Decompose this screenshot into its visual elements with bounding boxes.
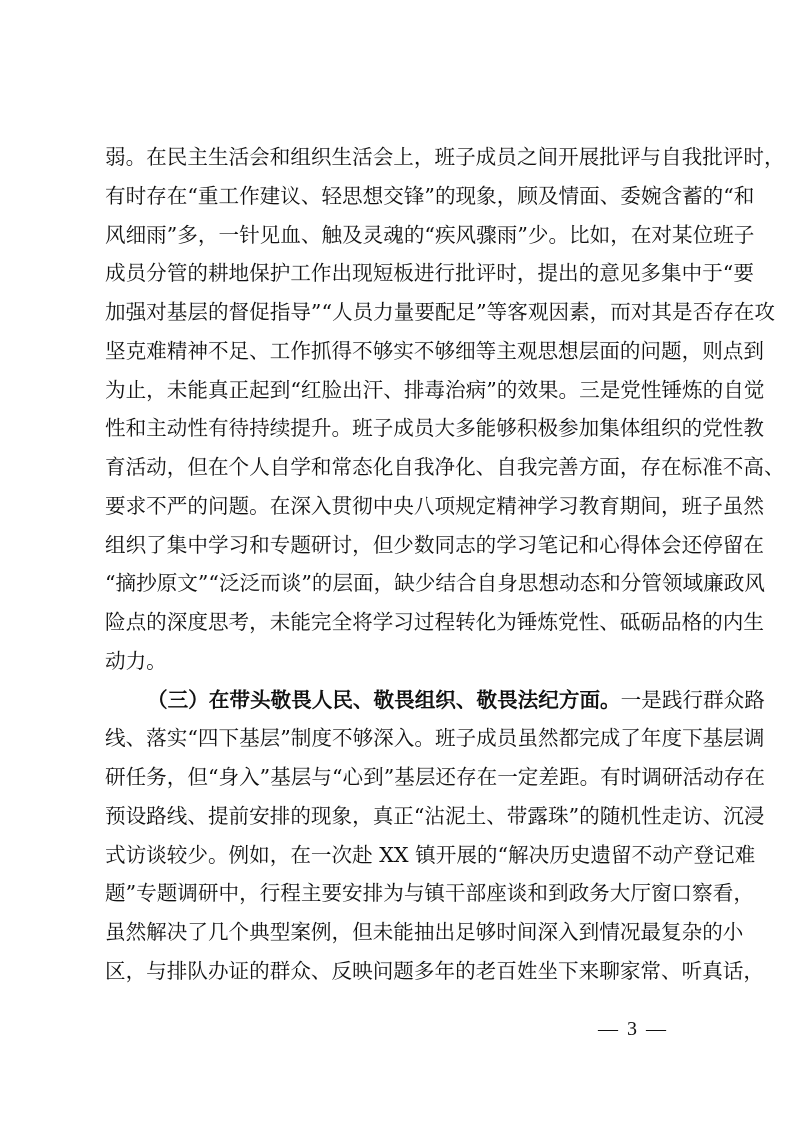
text-line: 组织了集中学习和专题研讨，但少数同志的学习笔记和心得体会还停留在 [105, 532, 764, 557]
text-line: 预设路线、提前安排的现象，真正“沾泥土、带露珠”的随机性走访、沉浸 [105, 803, 765, 828]
text-line: 性和主动性有待持续提升。班子成员大多能够积极参加集体组织的党性教 [105, 416, 764, 441]
text-line: 坚克难精神不足、工作抓得不够实不够细等主观思想层面的问题，则点到 [105, 338, 764, 363]
text-line: 险点的深度思考，未能完全将学习过程转化为锤炼党性、砥砺品格的内生 [105, 610, 764, 634]
text-line: 要求不严的问题。在深入贯彻中央八项规定精神学习教育期间，班子虽然 [105, 493, 764, 518]
text-line: 区，与排队办证的群众、反映问题多年的老百姓坐下来聊家常、听真话， [105, 958, 764, 983]
text-line: 研任务，但“身入”基层与“心到”基层还存在一定差距。有时调研活动存在 [105, 765, 765, 789]
text-line: 有时存在“重工作建议、轻思想交锋”的现象，顾及情面、委婉含蓄的“和 [105, 183, 755, 208]
text-line: 育活动，但在个人自学和常态化自我净化、自我完善方面，存在标准不高、 [105, 455, 785, 479]
section-heading-line [105, 681, 765, 720]
text-line: 弱。在民主生活会和组织生活会上，班子成员之间开展批评与自我批评时， [105, 145, 785, 169]
text-line: 线、落实“四下基层”制度不够深入。班子成员虽然都完成了年度下基层调 [105, 726, 765, 751]
page-number: — 3 — [598, 1018, 668, 1040]
paragraph-party-spirit [105, 138, 785, 681]
section-heading: （三）在带头敬畏人民、敬畏组织、敬畏法纪方面。 [147, 687, 621, 712]
paragraph-section-three [105, 681, 765, 991]
text-line: 风细雨”多，一针见血、触及灵魂的“疾风骤雨”少。比如，在对某位班子 [105, 222, 755, 247]
text-line: 式访谈较少。例如，在一次赴 XX 镇开展的“解决历史遗留不动产登记难 [105, 842, 756, 867]
text-line: 动力。 [105, 648, 167, 673]
text-line: 成员分管的耕地保护工作出现短板进行批评时，提出的意见多集中于“要 [105, 261, 754, 286]
text-line: 题”专题调研中，行程主要安排为与镇干部座谈和到政务大厅窗口察看， [105, 881, 754, 906]
text-line: 加强对基层的督促指导”“人员力量要配足”等客观因素，而对其是否存在攻 [105, 300, 775, 324]
text-line: 为止，未能真正起到“红脸出汗、排毒治病”的效果。三是党性锤炼的自觉 [105, 377, 765, 402]
text-line: “摘抄原文”“泛泛而谈”的层面，缺少结合自身思想动态和分管领域廉政风 [105, 571, 765, 596]
text-segment: 一是践行群众路 [620, 687, 765, 712]
document-body [105, 138, 785, 991]
text-line: 虽然解决了几个典型案例，但未能抽出足够时间深入到情况最复杂的小 [105, 920, 744, 944]
